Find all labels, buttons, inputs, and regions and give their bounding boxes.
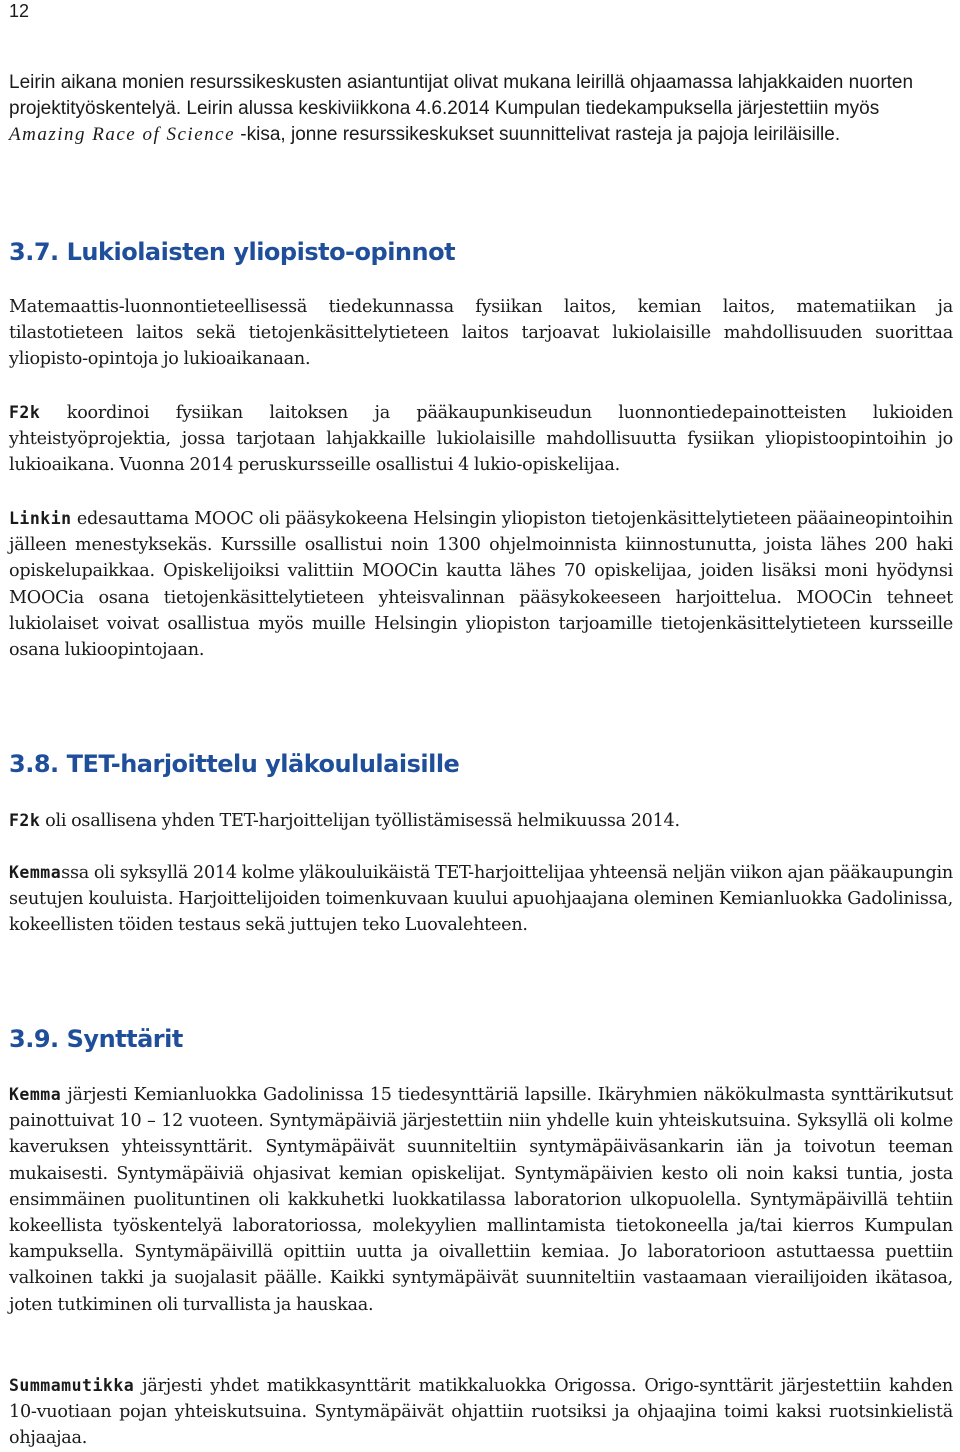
paragraph-text: ssa oli syksyllä 2014 kolme yläkouluikäistä TET-harjoittelijaa yhteensä neljän viikon ajan pääkaupungin seutujen kouluista. Harjoittelijoiden toimenkuvaan kuului apuohjaajana oleminen Kemianluokka Gadolinissa, kokeellisten töiden testaus sekä juttujen teko Luovalehteen. xyxy=(9,863,953,936)
paragraph-3-7-3 xyxy=(9,506,953,663)
org-name: F2k xyxy=(9,403,41,422)
section-number: 3.9. xyxy=(9,1025,59,1053)
paragraph-3-7-2 xyxy=(9,400,953,479)
event-name: Amazing Race of Science xyxy=(9,124,236,145)
paragraph-3-8-2 xyxy=(9,860,953,939)
section-heading-3-9 xyxy=(9,1024,183,1054)
org-name: Kemma xyxy=(9,863,62,882)
section-number: 3.7. xyxy=(9,238,59,266)
paragraph-text: edesauttama MOOC oli pääsykokeena Helsingin yliopiston tietojenkäsittelytieteen pääaineopintoihin jälleen menestyksekäs. Kurssille osallistui noin 1300 ohjelmoinnista kiinnostunutta, joista lähes 200 haki opiskelupaikkaa. Opiskelijoiksi valittiin MOOCin kautta lähes 70 opiskelijaa, joiden lisäksi moni hyödynsi MOOCia osana tietojenkäsittelytieteen yhteisvalinnan pääsykokeeseen harjoittelua. MOOCin tehneet lukiolaiset voivat osallistua myös muille Helsingin yliopiston tarjoamille tietojenkäsittelytieteen kursseille osana lukioopintojaan. xyxy=(9,509,953,661)
intro-text-end: -kisa, jonne resurssikeskukset suunnittelivat rasteja ja pajoja leiriläisille. xyxy=(235,124,841,145)
org-name: Linkin xyxy=(9,509,72,528)
paragraph-3-9-1 xyxy=(9,1082,953,1318)
section-title: Synttärit xyxy=(66,1025,183,1053)
org-name: Summamutikka xyxy=(9,1376,135,1395)
section-heading-3-7 xyxy=(9,237,455,267)
paragraph-text: järjesti yhdet matikkasynttärit matikkaluokka Origossa. Origo-synttärit järjestettiin kahden 10-vuotiaan pojan yhteiskutsuina. Syntymäpäivät ohjattiin ruotsiksi ja ohjaajina toimi kaksi ruotsinkielistä ohjaajaa. xyxy=(9,1376,953,1449)
section-title: TET-harjoittelu yläkoululaisille xyxy=(66,750,460,778)
org-name: Kemma xyxy=(9,1085,62,1104)
paragraph-3-9-2 xyxy=(9,1373,953,1452)
section-heading-3-8 xyxy=(9,749,459,779)
section-number: 3.8. xyxy=(9,750,59,778)
intro-text: Leirin aikana monien resurssikeskusten asiantuntijat olivat mukana leirillä ohjaamassa lahjakkaiden nuorten projektityöskentelyä. Leirin alussa keskiviikkona 4.6.2014 Kumpulan tiedekampuksella järjestettiin myös xyxy=(9,72,914,119)
paragraph-3-7-1: Matemaattis-luonnontieteellisessä tiedekunnassa fysiikan laitos, kemian laitos, matematiikan ja tilastotieteen laitos sekä tietojenkäsittelytieteen laitos tarjoavat lukiolaisille mahdollisuuden suorittaa yliopisto-opintoja jo lukioaikanaan. xyxy=(9,297,953,370)
section-title: Lukiolaisten yliopisto-opinnot xyxy=(66,238,456,266)
paragraph-text: oli osallisena yhden TET-harjoittelijan työllistämisessä helmikuussa 2014. xyxy=(40,811,680,831)
intro-paragraph xyxy=(9,70,953,148)
paragraph-text: järjesti Kemianluokka Gadolinissa 15 tiedesynttäriä lapsille. Ikäryhmien näkökulmasta synttärikutsut painottuivat 10 – 12 vuoteen. Syntymäpäiviä järjestettiin niin yhdelle kuin yhteiskutsuina. Syksyllä oli kolme kaveruksen yhteissynttärit. Syntymäpäivät suunniteltiin syntymäpäiväsankarin iän ja toivotun teeman mukaisesti. Syntymäpäiviä ohjasivat kemian opiskelijat. Syntymäpäivien kesto oli noin kaksi tuntia, josta ensimmäinen puolituntinen oli kakkuhetki luokkatilassa laboratorion ulkopuolella. Syntymäpäivillä tehtiin kokeellista työskentelyä laboratoriossa, molekyylien mallintamista tietokoneella ja/tai kierros Kumpulan kampuksella. Syntymäpäivillä opittiin uutta ja oivallettiin kemiaa. Jo laboratorioon astuttaessa puettiin valkoinen takki ja suojalasit päälle. Kaikki syntymäpäivät suunniteltiin vastaamaan vierailijoiden ikätasoa, joten tutkiminen oli turvallista ja hauskaa. xyxy=(9,1085,953,1315)
paragraph-3-8-1 xyxy=(9,808,953,834)
org-name: F2k xyxy=(9,811,41,830)
page-number: 12 xyxy=(9,1,30,21)
paragraph-text: koordinoi fysiikan laitoksen ja pääkaupunkiseudun luonnontiedepainotteisten lukioiden yhteistyöprojektia, jossa tarjotaan lahjakkaille lukiolaisille mahdollisuutta fysiikan yliopistoopintoihin jo lukioaikana. Vuonna 2014 peruskursseille osallistui 4 lukio-opiskelijaa. xyxy=(9,403,953,476)
